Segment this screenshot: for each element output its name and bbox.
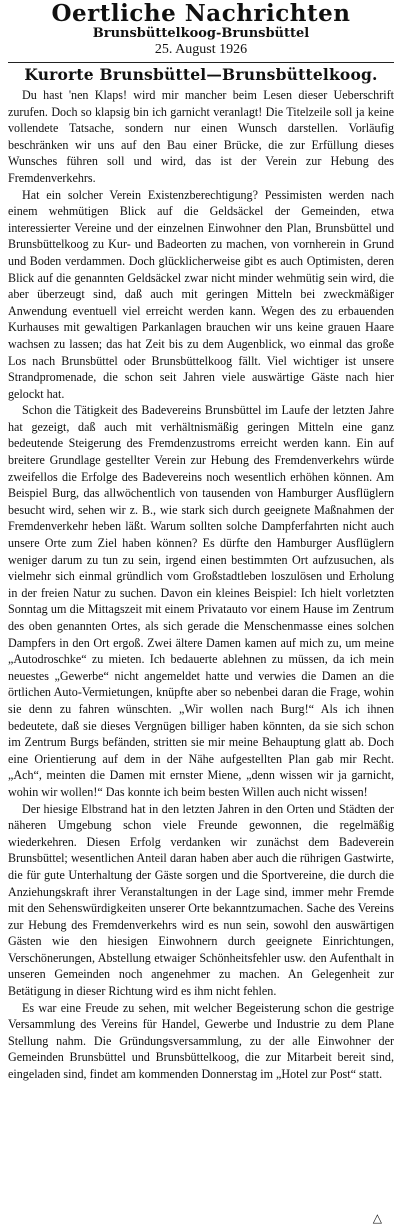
article-paragraph: Hat ein solcher Verein Existenzberechtigung? Pessimisten werden nach einem wehmütigen Blick auf die Geldsäckel der Gemeinden, etwa interessierter Vereine und der einzelnen Einwohner den Plan, Brunsbüttel und Brunsbüttelkoog zu Kur- und Badeorten zu machen, von vornherein in Grund und Boden verdammen. Doch glücklicherweise gibt es auch Optimisten, deren Blick auf die genannten Geldsäckel zwar nicht minder wehmütig sein wird, die aber überzeugt sind, daß auch mit geringen Mitteln bei zweckmäßiger Anwendung eventuell viel erreicht werden kann. Wegen des zu erbauenden Kurhauses mit gewaltigen Parkanlagen brauchen wir uns keine grauen Haare wachsen zu lassen; das hat Zeit bis zu dem Augenblick, wo einmal das große Los nach Brunsbüttel oder Brunsbüttelkoog fällt. Viel wichtiger ist unsere Strandpromenade, die schon seit Jahren viele auswärtige Gäste nach hier gelockt hat. [8,187,394,401]
article-body [8,87,394,1083]
article-headline: Kurorte Brunsbüttel—Brunsbüttelkoog. [24,65,378,84]
publication-date: 25. August 1926 [154,42,248,57]
section-subtitle: Brunsbüttelkoog-Brunsbüttel [92,26,310,41]
article-paragraph: Es war eine Freude zu sehen, mit welcher Begeisterung schon die gestrige Versammlung des Vereins für Handel, Gewerbe und Industrie zu dem Plane Stellung nahm. Die Gründungsversammlung, zu der alle Einwohner der Gemeinden Brunsbüttel und Brunsbüttelkoog, die zur Mitarbeit bereit sind, eingeladen sind, findet am kommenden Donnerstag im „Hotel zur Post“ statt. [8,1000,394,1082]
section-title: Oertliche Nachrichten [51,0,351,27]
article-paragraph: Der hiesige Elbstrand hat in den letzten Jahren in den Orten und Städten der näheren Umgebung schon viele Freunde gewonnen, die regelmäßig wiederkehren. Diesen Erfolg verdanken wir zunächst dem Badeverein Brunsbüttel; wesentlichen Anteil daran haben aber auch die rührigen Gastwirte, die für gute Unterhaltung der Gäste sorgen und die Sportvereine, die durch die Anziehungskraft ihrer Veranstaltungen in der Lage sind, immer mehr Fremde mit den Sehenswürdigkeiten unserer Orte bekanntzumachen. Sache des Vereins zur Hebung des Fremdenverkehrs wird es nun sein, sowohl den auswärtigen Gästen wie den hiesigen Einwohnern durch geeignete Einrichtungen, Verschönerungen, Abstellung etwaiger Schönheitsfehler usw. den Aufenthalt in unseren Gemeinden noch angenehmer zu machen. An Gelegenheit zur Betätigung in dieser Richtung wird es ihm nicht fehlen. [8,801,394,999]
masthead [8,2,394,58]
divider [8,62,394,63]
end-of-article-mark: △ [372,1211,382,1225]
article-paragraph: Du hast 'nen Klaps! wird mir mancher beim Lesen dieser Ueberschrift zurufen. Doch so klapsig bin ich garnicht veranlagt! Die Titelzeile soll ja keine vollendete Tatsache, sondern nur einen Wunsch darstellen. Vorläufig beschränken wir uns auf den Bau einer Brücke, die zur Erfüllung dieses Wunsches führen soll und wird, das ist der Verein zur Hebung des Fremdenverkehrs. [8,88,394,185]
article-paragraph: Schon die Tätigkeit des Badevereins Brunsbüttel im Laufe der letzten Jahre hat gezeigt, daß auch mit verhältnismäßig geringen Mitteln eine ganz bedeutende Steigerung des Fremdenzustroms erreicht werden kann. Ein auf breitere Grundlage gestellter Verein zur Hebung des Fremdenverkehrs würde zweifellos die Erfolge des Badevereins noch wesentlich erhöhen können. Am Beispiel Burg, das allwöchentlich von tausenden von Hamburger Ausflüglern besucht wird, sehen wir z. B., wie stark sich durch geeignete Maßnahmen der Fremdenverkehr heben läßt. Warum sollten solche Dampferfahrten nicht auch unsere Orte zum Ziel haben können? Es dürfte den Hamburger Ausflüglern weniger darum zu tun zu sein, irgend einen bestimmten Ort aufzusuchen, als vielmehr sich einmal gründlich vom Großstadtleben loszulösen und Erholung in der freien Natur zu suchen. Davon ein kleines Beispiel: Ich hielt vorletzten Sonntag um die Mittagszeit mit einem Privatauto vor einem Hause im Zentrum des oben genannten Ortes, als sich gerade die Menschenmasse eines solchen Dampfers in den Ort ergoß. Zwei ältere Damen kamen auf mich zu, um meine „Autodroschke“ zu mieten. Ich bedauerte ablehnen zu müssen, da ich mein neuestes „Gewerbe“ nicht angemeldet hatte und verwies die Damen an die örtlichen Auto-Vermietungen, knüpfte aber so nebenbei daran die Frage, wohin sie denn zu fahren wünschten. „Wir wollen nach Burg!“ Als ich ihnen bedeutete, daß sie dieses Vergnügen billiger haben könnten, da sie sich schon im Zentrum Burgs befänden, stritten sie mir meine Behauptung glatt ab. Doch eine Orientierung auf dem in der Nähe aufgestellten Plan gab mir Recht. „Ach“, meinten die Damen mit ernster Miene, „denn wissen wir ja garnicht, wohin wir wollen!“ Das konnte ich beim besten Willen auch nicht wissen! [8,403,394,799]
